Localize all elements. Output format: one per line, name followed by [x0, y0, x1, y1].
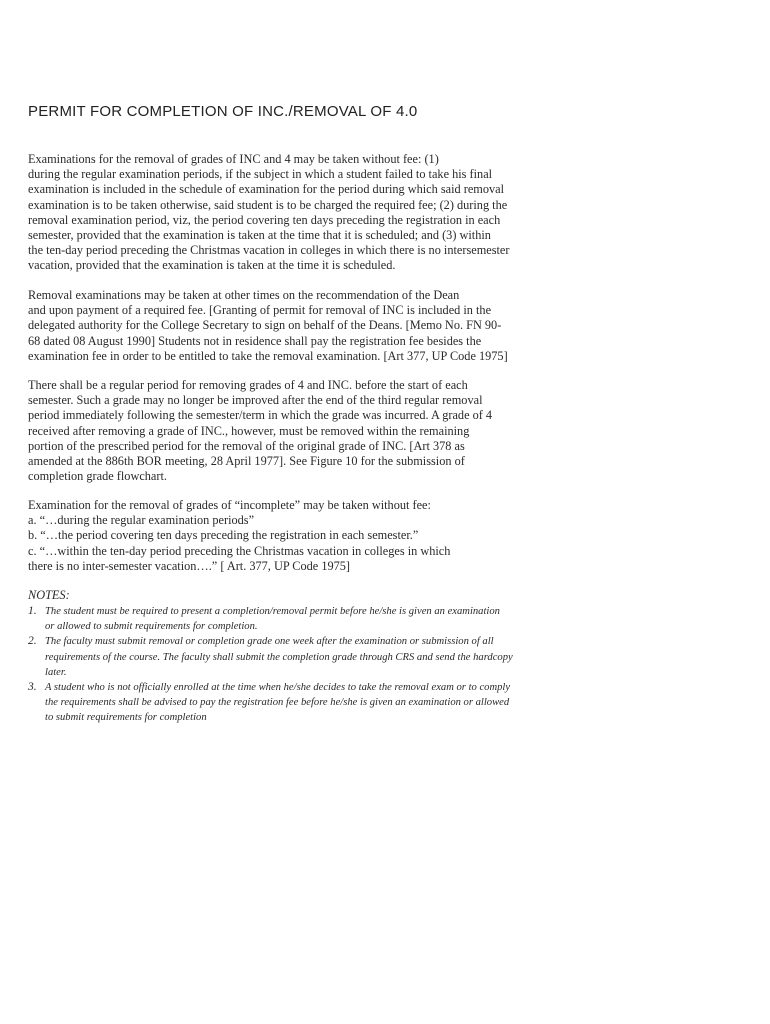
notes-section	[28, 588, 513, 726]
list-item: b. “…the period covering ten days preceding the registration in each semester.”	[28, 528, 419, 543]
text-line: examination is to be taken otherwise, said student is to be charged the required fee; (2) during the	[28, 197, 508, 212]
note-line: to submit requirements for completion	[45, 712, 207, 724]
note-item	[28, 634, 513, 680]
text-line: semester, provided that the examination is taken at the time that it is scheduled; and (3) within	[28, 228, 491, 243]
text-line: delegated authority for the College Secretary to sign on behalf of the Deans. [Memo No. FN 90-	[28, 318, 502, 333]
paragraph-incomplete-without-fee	[28, 498, 450, 574]
text-line: the ten-day period preceding the Christmas vacation in colleges in which there is no intersemester	[28, 243, 510, 258]
text-line: amended at the 886th BOR meeting, 28 April 1977]. See Figure 10 for the submission of	[28, 454, 465, 469]
note-line: later.	[45, 666, 67, 678]
notes-heading: NOTES:	[28, 588, 70, 602]
text-line: Examinations for the removal of grades of INC and 4 may be taken without fee: (1)	[28, 152, 439, 166]
paragraph-removal-exam-periods	[28, 152, 509, 274]
text-line: vacation, provided that the examination is taken at the time it is scheduled.	[28, 258, 396, 273]
text-line: semester. Such a grade may no longer be improved after the end of the third regular removal	[28, 393, 483, 408]
paragraph-regular-removal-period	[28, 378, 492, 484]
text-line: completion grade flowchart.	[28, 469, 167, 484]
note-line: or allowed to submit requirements for completion.	[45, 621, 258, 633]
note-item	[28, 604, 513, 634]
list-item: a. “…during the regular examination periods”	[28, 513, 255, 528]
note-number: 2.	[28, 635, 37, 648]
note-line: The student must be required to present a completion/removal permit before he/she is given an examination	[45, 606, 500, 617]
note-number: 3.	[28, 681, 37, 694]
text-line: period immediately following the semester/term in which the grade was incurred. A grade of 4	[28, 408, 493, 423]
text-line: examination fee in order to be entitled to take the removal examination. [Art 377, UP Code 1975]	[28, 348, 508, 363]
text-line: removal examination period, viz, the period covering ten days preceding the registration in each	[28, 212, 501, 227]
note-line: The faculty must submit removal or completion grade one week after the examination or submission of all	[45, 636, 494, 648]
text-line: during the regular examination periods, if the subject in which a student failed to take his final	[28, 167, 493, 182]
text-line: there is no inter-semester vacation….” [ Art. 377, UP Code 1975]	[28, 558, 351, 573]
note-item	[28, 680, 513, 726]
note-line: requirements of the course. The faculty shall submit the completion grade through CRS and send the hardcopy	[45, 651, 513, 663]
paragraph-removal-other-times	[28, 288, 508, 364]
note-line: A student who is not officially enrolled at the time when he/she decides to take the removal exam or to comply	[45, 682, 511, 694]
list-item: c. “…within the ten-day period preceding the Christmas vacation in colleges in which	[28, 543, 451, 558]
text-line: 68 dated 08 August 1990] Students not in residence shall pay the registration fee besides the	[28, 333, 482, 348]
text-line: portion of the prescribed period for the removal of the original grade of INC. [Art 378 as	[28, 438, 465, 453]
text-line: There shall be a regular period for removing grades of 4 and INC. before the start of each	[28, 378, 468, 392]
note-line: the requirements shall be advised to pay the registration fee before he/she is given an examination or allowed	[45, 697, 510, 709]
text-line: Removal examinations may be taken at other times on the recommendation of the Dean	[28, 288, 460, 302]
note-number: 1.	[28, 605, 37, 617]
text-line: and upon payment of a required fee. [Granting of permit for removal of INC is included in the	[28, 303, 492, 318]
text-line: examination is included in the schedule of examination for the period during which said removal	[28, 182, 505, 197]
text-line: Examination for the removal of grades of “incomplete” may be taken without fee:	[28, 498, 431, 512]
page-title: PERMIT FOR COMPLETION OF INC./REMOVAL OF 4.0	[28, 103, 418, 120]
text-line: received after removing a grade of INC., however, must be removed within the remaining	[28, 423, 470, 438]
